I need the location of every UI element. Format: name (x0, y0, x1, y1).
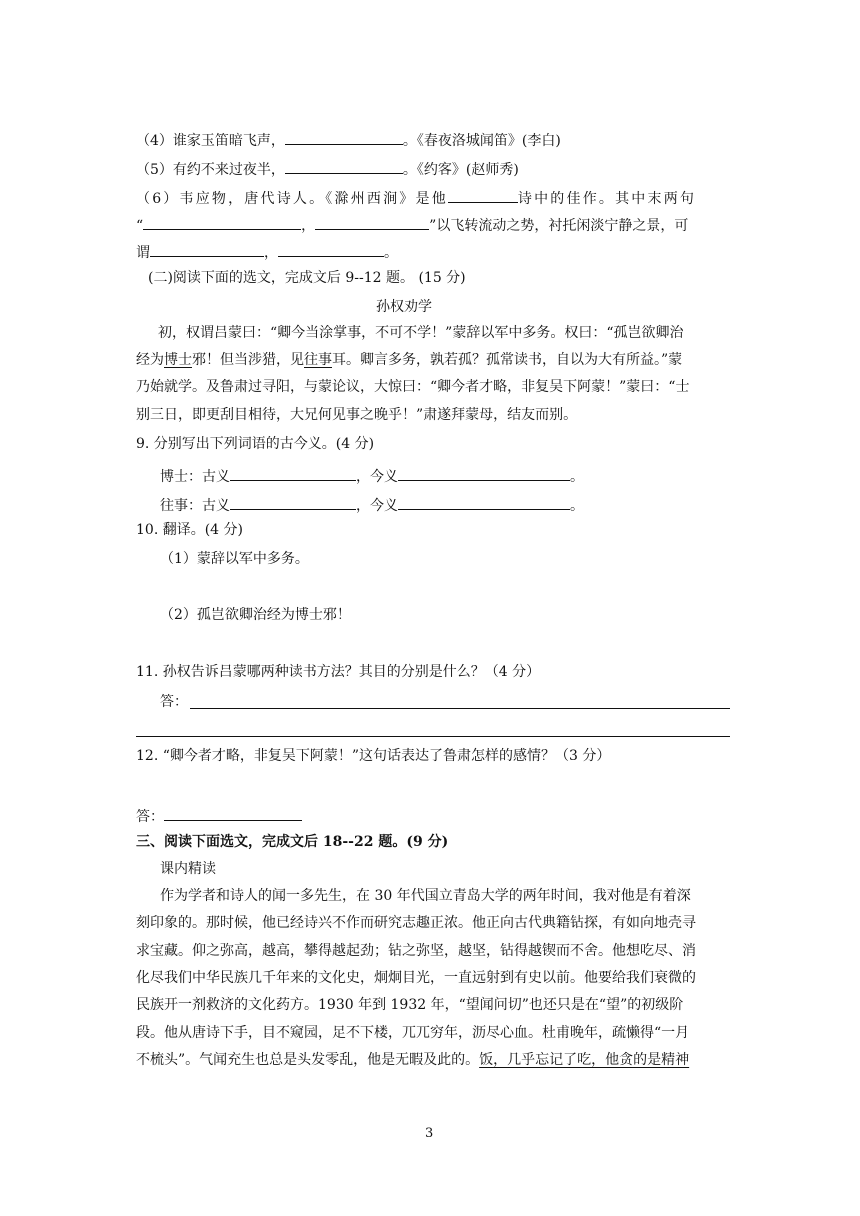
passage-text: 不梳头”。气闻充生也总是头发零乱，他是无暇及此的。 (136, 1052, 480, 1068)
passage-line: 别三日，即更刮目相待，大兄何见事之晚乎！”肃遂拜蒙母，结友而别。 (136, 407, 578, 423)
question-9-boshi (160, 465, 584, 487)
question-10-2: （2）孤岂欲卿治经为博士邪！ (160, 607, 351, 623)
question-4-text: （4）谁家玉笛暗飞声， (136, 133, 285, 149)
section-3-heading: 三、阅读下面选文，完成文后 18--22 题。(9 分) (136, 834, 449, 850)
passage-line: 段。他从唐诗下手，目不窥园，足不下楼，兀兀穷年，沥尽心血。杜甫晚年，疏懒得“一月 (136, 1025, 690, 1041)
answer-blank[interactable] (143, 214, 301, 230)
question-5-source: 。《约客》(赵师秀) (402, 162, 519, 178)
answer-blank[interactable] (278, 241, 384, 257)
comma: ， (264, 245, 278, 261)
answer-line[interactable] (190, 708, 730, 709)
passage-line: 作为学者和诗人的闻一多先生，在 30 年代国立青岛大学的两年时间，我对他是有着深 (160, 888, 691, 904)
quote-mark: “ (136, 218, 144, 234)
page-number: 3 (425, 1126, 434, 1141)
question-6-text: 谓 (136, 245, 150, 261)
passage-line: 初，权谓吕蒙曰：“卿今当涂掌事，不可不学！”蒙辞以军中多务。权曰：“孤岂欲卿治 (158, 325, 684, 341)
term-label: 往事：古义 (160, 498, 230, 514)
question-5-text: （5）有约不来过夜半， (136, 162, 285, 178)
question-5 (136, 158, 519, 180)
period: 。 (570, 498, 584, 514)
answer-blank[interactable] (285, 158, 403, 174)
underlined-word: 博士 (164, 352, 192, 368)
term-label: ，今义 (356, 469, 398, 485)
answer-label: 答： (136, 809, 164, 825)
question-4-source: 。《春夜洛城闻笛》(李白) (402, 133, 561, 149)
underlined-sentence: 饭，几乎忘记了吃，他贪的是精神 (479, 1052, 690, 1068)
passage-line (136, 1050, 689, 1070)
term-label: ，今义 (356, 498, 398, 514)
question-12-answer (136, 805, 302, 827)
question-10-1: （1）蒙辞以军中多务。 (160, 551, 309, 567)
comma: ， (301, 218, 316, 234)
question-9: 9. 分别写出下列词语的古今义。(4 分) (136, 436, 375, 452)
question-6-line-1 (136, 187, 696, 209)
answer-blank[interactable] (398, 465, 570, 481)
question-6-text: 诗中的佳作。其中末两句 (517, 191, 697, 207)
answer-blank[interactable] (448, 187, 518, 203)
section-2-heading: (二)阅读下面的选文，完成文后 9--12 题。 (15 分) (148, 270, 466, 286)
question-4 (136, 129, 561, 151)
question-6-line-3 (136, 241, 398, 263)
passage-text: 邪！但当涉猎，见 (192, 352, 304, 368)
question-6-text: （6）韦应物，唐代诗人。《滁州西涧》是他 (136, 191, 448, 207)
answer-blank[interactable] (164, 805, 302, 821)
answer-blank[interactable] (398, 494, 570, 510)
underlined-word: 往事 (304, 352, 332, 368)
passage-text: 耳。卿言多务，孰若孤？孤常读书，自以为大有所益。”蒙 (332, 352, 683, 368)
answer-blank[interactable] (315, 214, 429, 230)
passage-line: 民族开一剂救济的文化药方。1930 年到 1932 年，“望闻问切”也还只是在“望”的初级阶 (136, 997, 684, 1013)
answer-blank[interactable] (150, 241, 264, 257)
term-label: 博士：古义 (160, 469, 230, 485)
passage-line: 乃始就学。及鲁肃过寻阳，与蒙论议，大惊曰：“卿今者才略，非复吴下阿蒙！”蒙曰：“士 (136, 379, 690, 395)
passage-title: 孙权劝学 (376, 299, 432, 315)
answer-blank[interactable] (230, 494, 356, 510)
answer-line[interactable] (136, 736, 730, 737)
answer-blank[interactable] (285, 129, 403, 145)
question-12: 12. “卿今者才略，非复吴下阿蒙！”这句话表达了鲁肃怎样的感情？（3 分） (136, 748, 611, 764)
answer-blank[interactable] (230, 465, 356, 481)
passage-line: 化尽我们中华民族几千年来的文化史，炯炯目光，一直远射到有史以前。他要给我们衰微的 (136, 970, 696, 986)
period: 。 (384, 245, 398, 261)
question-9-wangshi (160, 494, 584, 516)
passage-line (136, 350, 682, 370)
passage-line: 刻印象的。那时候，他已经诗兴不作而研究志趣正浓。他正向古代典籍钻探，有如向地壳寻 (136, 915, 696, 931)
question-11-answer-label: 答： (160, 694, 188, 710)
question-10: 10. 翻译。(4 分) (136, 522, 243, 538)
passage-line: 求宝藏。仰之弥高，越高，攀得越起劲；钻之弥坚，越坚，钻得越锲而不舍。他想吃尽、消 (136, 943, 696, 959)
question-6-line-2 (136, 214, 688, 236)
question-6-text: ”以飞转流动之势，衬托闲淡宁静之景，可 (429, 218, 689, 234)
question-11: 11. 孙权告诉吕蒙哪两种读书方法？其目的分别是什么？（4 分） (136, 664, 541, 680)
section-3-subtitle: 课内精读 (160, 861, 216, 877)
passage-text: 经为 (136, 352, 164, 368)
period: 。 (570, 469, 584, 485)
